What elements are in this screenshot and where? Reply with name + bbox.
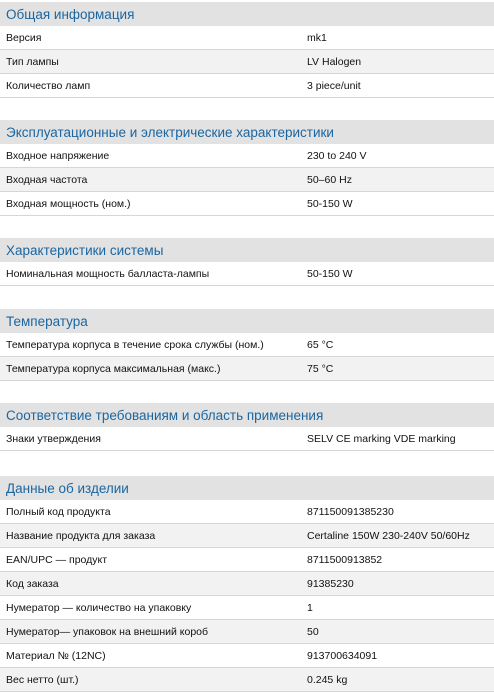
- section-title: Соответствие требованиям и область применения: [6, 407, 324, 423]
- table-row: [0, 644, 494, 668]
- row-value: Certaline 150W 230-240V 50/60Hz: [307, 529, 470, 542]
- row-value: 871150091385230: [307, 505, 394, 518]
- row-label: Вес нетто (шт.): [6, 673, 79, 686]
- table-row: [0, 524, 494, 548]
- section-electrical: [0, 120, 494, 216]
- row-label: Температура корпуса максимальная (макс.): [6, 362, 221, 375]
- table-row: [0, 500, 494, 524]
- row-label: Версия: [6, 31, 42, 44]
- table-row: [0, 168, 494, 192]
- row-value: 50: [307, 625, 319, 638]
- table-row: [0, 74, 494, 98]
- row-value: 1: [307, 601, 313, 614]
- row-label: Количество ламп: [6, 79, 91, 92]
- section-title: Общая информация: [6, 6, 135, 22]
- section-header: [0, 476, 494, 500]
- row-label: Полный код продукта: [6, 505, 111, 518]
- table-row: [0, 333, 494, 357]
- row-value: 65 °C: [307, 338, 334, 351]
- row-label: Нумератор— упаковок на внешний короб: [6, 625, 209, 638]
- section-general-info: [0, 2, 494, 98]
- section-compliance: [0, 403, 494, 451]
- row-label: Температура корпуса в течение срока службы (ном.): [6, 338, 264, 351]
- section-header: [0, 120, 494, 144]
- table-row: [0, 26, 494, 50]
- section-header: [0, 403, 494, 427]
- row-label: Тип лампы: [6, 55, 59, 68]
- table-row: [0, 427, 494, 451]
- row-label: Код заказа: [6, 577, 59, 590]
- row-value: LV Halogen: [307, 55, 362, 68]
- table-row: [0, 357, 494, 381]
- row-label: Номинальная мощность балласта-лампы: [6, 267, 210, 280]
- section-header: [0, 309, 494, 333]
- section-temperature: [0, 309, 494, 381]
- table-row: [0, 620, 494, 644]
- row-label: Материал № (12NC): [6, 649, 106, 662]
- table-row: [0, 192, 494, 216]
- section-header: [0, 2, 494, 26]
- table-row: [0, 262, 494, 286]
- section-title: Эксплуатационные и электрические характеристики: [6, 124, 334, 140]
- row-label: EAN/UPC — продукт: [6, 553, 108, 566]
- row-label: Название продукта для заказа: [6, 529, 156, 542]
- row-label: Входная частота: [6, 173, 88, 186]
- row-value: 75 °C: [307, 362, 334, 375]
- section-system: [0, 238, 494, 286]
- row-label: Входная мощность (ном.): [6, 197, 131, 210]
- table-row: [0, 50, 494, 74]
- section-title: Температура: [6, 313, 88, 329]
- row-value: 913700634091: [307, 649, 378, 662]
- row-value: 0.245 kg: [307, 673, 348, 686]
- section-title: Данные об изделии: [6, 480, 129, 496]
- row-value: 50-150 W: [307, 197, 353, 210]
- row-value: 91385230: [307, 577, 354, 590]
- table-row: [0, 144, 494, 168]
- table-row: [0, 596, 494, 620]
- row-value: 8711500913852: [307, 553, 383, 566]
- table-row: [0, 668, 494, 692]
- row-value: 3 piece/unit: [307, 79, 361, 92]
- table-row: [0, 572, 494, 596]
- row-value: 230 to 240 V: [307, 149, 367, 162]
- row-label: Нумератор — количество на упаковку: [6, 601, 192, 614]
- section-header: [0, 238, 494, 262]
- row-value: 50-150 W: [307, 267, 353, 280]
- section-product-data: [0, 476, 494, 692]
- row-label: Знаки утверждения: [6, 432, 101, 445]
- section-title: Характеристики системы: [6, 242, 164, 258]
- table-row: [0, 548, 494, 572]
- row-value: SELV CE marking VDE marking: [307, 432, 456, 445]
- row-value: mk1: [307, 31, 327, 44]
- row-value: 50–60 Hz: [307, 173, 352, 186]
- row-label: Входное напряжение: [6, 149, 110, 162]
